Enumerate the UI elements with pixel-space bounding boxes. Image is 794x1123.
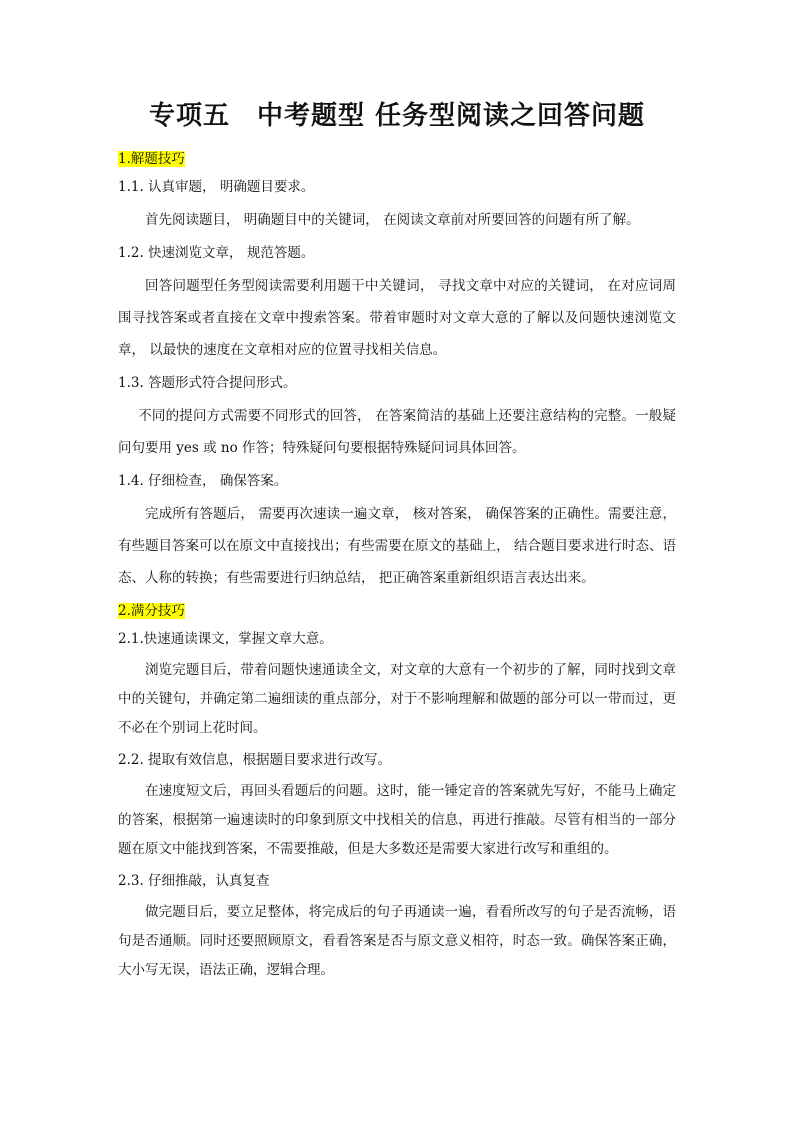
paragraph-2-1: 浏览完题目后，带着问题快速通读全文，对文章的大意有一个初步的了解，同时找到文章中的关键句，并确定第二遍细读的重点部分，对于不影响理解和做题的部分可以一带而过，更不必在个别词上花时间。 xyxy=(118,662,676,736)
subheading-2-1: 2.1.快速通读课文，掌握文章大意。 xyxy=(118,631,333,647)
subheading-1-3: 1.3. 答题形式符合提问形式。 xyxy=(118,375,297,391)
section-heading-1 xyxy=(118,148,676,170)
subheading-2-2: 2.2. 提取有效信息，根据题目要求进行改写。 xyxy=(118,752,392,768)
section-heading-2-text: 2.满分技巧 xyxy=(118,603,185,619)
subheading-1-2: 1.2. 快速浏览文章， 规范答题。 xyxy=(118,245,315,261)
subheading-2-3: 2.3. 仔细推敲，认真复查 xyxy=(118,873,270,889)
paragraph-2-2: 在速度短文后，再回头看题后的问题。这时，能一锤定音的答案就先写好，不能马上确定的答案，根据第一遍速读时的印象到原文中找相关的信息，再进行推敲。尽管有相当的一部分题在原文中能找到答案，不需要推敲，但是大多数还是需要大家进行改写和重组的。 xyxy=(118,783,676,857)
paragraph-1-3: 不同的提问方式需要不同形式的回答， 在答案简洁的基础上还要注意结构的完整。一般疑问句要用 yes 或 no 作答；特殊疑问句要根据特殊疑问词具体回答。 xyxy=(118,408,676,456)
section-heading-2 xyxy=(118,600,676,622)
subheading-1-4: 1.4. 仔细检查， 确保答案。 xyxy=(118,473,288,489)
paragraph-1-2: 回答问题型任务型阅读需要利用题干中关键词， 寻找文章中对应的关键词， 在对应词周围寻找答案或者直接在文章中搜索答案。带着审题时对文章大意的了解以及问题快速浏览文章， 以最快的速度在文章相对应的位置寻找相关信息。 xyxy=(118,278,676,358)
subheading-1-1: 1.1. 认真审题， 明确题目要求。 xyxy=(118,179,315,195)
page-title: 专项五 中考题型 任务型阅读之回答问题 xyxy=(148,101,646,131)
paragraph-2-3: 做完题目后，要立足整体，将完成后的句子再通读一遍，看看所改写的句子是否流畅，语句是否通顺。同时还要照顾原文，看看答案是否与原文意义相符，时态一致。确保答案正确，大小写无误，语法正确，逻辑合理。 xyxy=(118,904,676,978)
section-heading-1-text: 1.解题技巧 xyxy=(118,151,185,167)
paragraph-1-1: 首先阅读题目， 明确题目中的关键词， 在阅读文章前对所要回答的问题有所了解。 xyxy=(145,212,640,228)
paragraph-1-4: 完成所有答题后， 需要再次速读一遍文章， 核对答案， 确保答案的正确性。需要注意， 有些题目答案可以在原文中直接找出；有些需要在原文的基础上， 结合题目要求进行时态、语态、人称的转换；有些需要进行归纳总结， 把正确答案重新组织语言表达出来。 xyxy=(118,506,676,586)
